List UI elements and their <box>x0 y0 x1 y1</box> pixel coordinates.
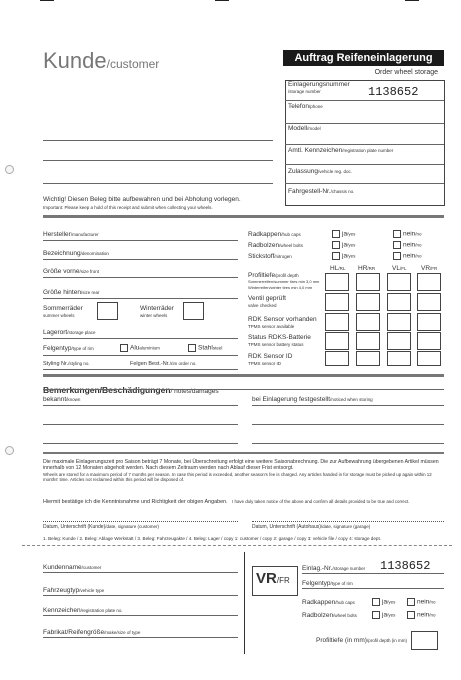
tire-grid-cell[interactable] <box>417 351 441 366</box>
known-damage-label: bekannt/known <box>43 396 81 403</box>
tire-grid-cell[interactable] <box>387 293 411 311</box>
address-line-2[interactable] <box>43 160 273 161</box>
tire-grid-cell[interactable] <box>356 273 380 291</box>
nitrogen-yes[interactable]: ja/yes <box>332 252 355 260</box>
tag-wheel-bolts-yes[interactable]: ja/yes <box>372 611 395 619</box>
tire-grid-cell[interactable] <box>325 293 349 311</box>
tire-grid-cell[interactable] <box>387 313 411 331</box>
storage-number-label: Einlagerungsnummer /storage number <box>288 81 350 94</box>
tire-grid-cell[interactable] <box>356 293 380 311</box>
remarks-heading: Bemerkungen/Beschädigungen/ notes/damages <box>43 385 219 395</box>
confirmation-text: Hiermit bestätige ich die Kenntnisnahme und Richtigkeit der obigen Angaben. I have duly taken notice of the above and confirm all details provided to be true and correct. <box>43 499 410 505</box>
steel-option[interactable]: Stahlsteel <box>188 344 222 352</box>
edge-mark <box>405 0 419 1</box>
plate-label[interactable]: Amtl. Kennzeichen/registration plate number <box>288 147 394 154</box>
tag-hub-caps-yes[interactable]: ja/yes <box>372 598 395 606</box>
tag-storage-number-label: Einlag.-Nr./storage number <box>302 565 366 572</box>
garage-signature[interactable]: Datum, Unterschrift (Autohaus)/date, signature (garage) <box>252 524 371 530</box>
tire-grid-cell[interactable] <box>325 313 349 331</box>
tire-grid-cell[interactable] <box>387 351 411 366</box>
wheel-bolts-yes[interactable]: ja/yes <box>332 241 355 249</box>
customer-heading: Kunde/customer <box>43 48 160 73</box>
tire-grid-cell[interactable] <box>356 332 380 350</box>
edge-mark <box>40 0 54 1</box>
tire-grid-cell[interactable] <box>387 273 411 291</box>
col-hr: HR/RR <box>358 265 376 272</box>
section-divider <box>43 374 444 377</box>
address-line-3[interactable] <box>43 183 273 184</box>
tpms-battery-label: Status RDKS-Batterie TPMS sensor battery status <box>248 334 311 347</box>
order-subtitle: Order wheel storage <box>374 69 438 76</box>
tag-rim-type-label[interactable]: Felgentyp/type of rim <box>302 580 353 587</box>
tire-grid-cell[interactable] <box>356 351 380 366</box>
section-divider <box>43 452 444 454</box>
col-vr: VR/FR <box>421 265 438 272</box>
model-label[interactable]: Modell/model <box>288 125 321 132</box>
col-vl: VL/FL <box>392 265 407 272</box>
tag-vehicle-type-label[interactable]: Fahrzeugtyp/vehicle type <box>43 587 105 594</box>
section-divider <box>43 215 444 218</box>
tag-wheel-bolts-no[interactable]: nein/no <box>407 611 436 619</box>
storage-terms-de: Die maximale Einlagerungszeit pro Saison beträgt 7 Monate, bei Überschreitung erfolgt eine weitere Saisonabrechnung. Die zur Aufbewahrung übergebenen Artikel müssen innerhalb von 12 Monaten abgeholt werden. Nach diesem Zeitraum werden nach Ablauf dieser Frist entsorgt. <box>43 459 439 472</box>
tag-make-size-label[interactable]: Fabrikat/Reifengröße/make/size of type <box>43 629 141 636</box>
address-line-1[interactable] <box>43 140 273 141</box>
noticed-damage-label: bei Einlagerung festgestellt/noticed when storing <box>252 396 373 403</box>
punch-hole <box>5 165 14 174</box>
copy-distribution: 1. Beleg: Kunde / 2. Beleg: Ablage Werkstatt / 3. Beleg: Fahrzeugakte / 4. Beleg: Lager / copy 1: customer / copy 2: garage / copy 3: vehicle file / copy 4: storage dept. <box>43 536 382 541</box>
winter-wheels-checkbox[interactable] <box>183 302 204 320</box>
summer-wheels-label: Sommerräder summer wheels <box>43 305 83 318</box>
chassis-label[interactable]: Fahrgestell-Nr./chassis no. <box>288 188 355 195</box>
phone-label[interactable]: Telefon/phone <box>288 103 323 110</box>
col-hl: HL/RL <box>330 265 346 272</box>
tag-wheel-bolts-label: Radbolzen/wheel bolts <box>302 612 357 619</box>
storage-terms-en: Wheels are stored for a maximum period of 7 months per season. In case this period is exceeded, another season's fee is charged. Any articles handed in for storage must be picked up again within 12 months' time. Articles not reclaimed within this period will be disposed of. <box>43 472 432 483</box>
valve-checked-label: Ventil geprüft valve checked <box>248 295 286 308</box>
tire-grid-cell[interactable] <box>325 273 349 291</box>
customer-signature[interactable]: Datum, Unterschrift (Kunde)/date, signature (customer) <box>43 524 160 530</box>
keep-receipt-note: Wichtig! Diesen Beleg bitte aufbewahren und bei Abholung vorlegen. Important: Please keep a hold of this receipt and submit when collecting your wheels. <box>43 196 241 210</box>
tag-profile-depth-box[interactable] <box>411 631 438 650</box>
perforation-line <box>22 545 452 546</box>
winter-wheels-label: Winterräder winter wheels <box>140 305 174 318</box>
edge-mark <box>215 0 229 1</box>
nitrogen-label: Stickstoff/nitrogen <box>248 253 292 260</box>
tire-grid-cell[interactable] <box>417 332 441 350</box>
alu-checkbox[interactable] <box>120 344 128 352</box>
manufacturer-label[interactable]: Hersteller/manufacturer <box>43 231 99 238</box>
order-title: Auftrag Reifeneinlagerung <box>283 50 444 66</box>
tire-grid-cell[interactable] <box>417 293 441 311</box>
styling-no-label[interactable]: Styling Nr./styling no. <box>43 361 90 367</box>
tire-grid-cell[interactable] <box>387 332 411 350</box>
rim-order-no-label[interactable]: Felgen Best.-Nr./rim order no. <box>130 361 197 367</box>
tag-divider <box>244 552 245 654</box>
tag-plate-label[interactable]: Kennzeichen/registration plate no. <box>43 607 123 614</box>
tire-grid-cell[interactable] <box>325 351 349 366</box>
denomination-label[interactable]: Bezeichnung/denomination <box>43 250 109 257</box>
position-label: VR/FR <box>256 570 290 587</box>
nitrogen-no[interactable]: nein/no <box>393 252 422 260</box>
tire-grid-cell[interactable] <box>356 313 380 331</box>
steel-checkbox[interactable] <box>188 344 196 352</box>
hub-caps-no[interactable]: nein/no <box>393 230 422 238</box>
punch-hole <box>5 446 14 455</box>
size-rear-label[interactable]: Größe hinten/size rear <box>43 289 100 296</box>
summer-wheels-checkbox[interactable] <box>97 302 118 320</box>
alu-option[interactable]: Alualuminium <box>120 344 160 352</box>
tpms-id-label: RDK Sensor ID TPMS sensor ID <box>248 353 293 366</box>
registration-doc-label[interactable]: Zulassung/vehicle reg. doc. <box>288 168 353 175</box>
tire-grid-cell[interactable] <box>417 313 441 331</box>
hub-caps-yes[interactable]: ja/yes <box>332 230 355 238</box>
profile-depth-label: Profiltiefe/profil depth Sommerreifen/summer tires min 3,0 mm Winterreifen/winter tires min 4,0 mm <box>248 272 320 290</box>
storage-number: 1138652 <box>368 85 419 99</box>
storage-place-label[interactable]: Lagerort/storage place <box>43 329 96 336</box>
tag-hub-caps-no[interactable]: nein/no <box>407 598 436 606</box>
tag-storage-number: 1138652 <box>380 559 431 573</box>
tag-hub-caps-label: Radkappen/hub caps <box>302 599 355 606</box>
wheel-bolts-label: Radbolzen/wheel bolts <box>248 242 303 249</box>
tire-grid-cell[interactable] <box>417 273 441 291</box>
tag-profile-depth-label: Profiltiefe (in mm)/profil depth (in mm) <box>316 637 407 644</box>
tag-customer-label[interactable]: Kundenname/customer <box>43 564 102 571</box>
size-front-label[interactable]: Größe vorne/size front <box>43 268 100 275</box>
tire-grid-cell[interactable] <box>325 332 349 350</box>
hub-caps-label: Radkappen/hub caps <box>248 231 301 238</box>
tpms-available-label: RDK Sensor vorhanden TPMS sensor available <box>248 316 317 329</box>
rim-type-label: Felgentyp/type of rim <box>43 345 94 352</box>
wheel-bolts-no[interactable]: nein/no <box>393 241 422 249</box>
